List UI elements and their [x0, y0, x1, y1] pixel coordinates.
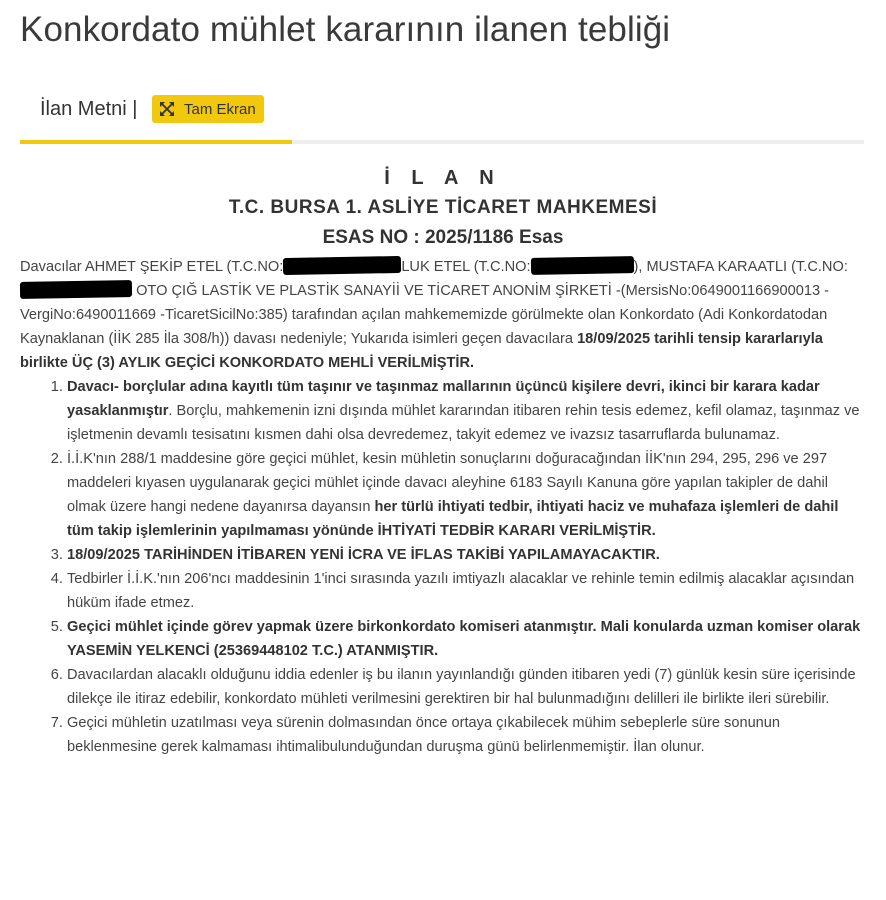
redaction-bar [530, 256, 633, 275]
item-4-text: Tedbirler İ.İ.K.'nın 206'ncı maddesinin 1'inci sırasında yazılı imtiyazlı alacaklar ve rehinle temin edilmiş alacaklar açısından hüküm ifade etmez. [67, 571, 855, 611]
item-6-text: Davacılardan alacaklı olduğunu iddia edenler iş bu ilanın yayınlandığı günden itibaren yedi (7) günlük kesin süre içerisinde dilekçe ile itiraz edebilir, konkordato mühleti verilmesini gerektiren bir hal bulunmadığını delilleri ile birlikte ileri sürebilir. [67, 667, 856, 707]
item-3-bold: 18/09/2025 TARİHİNDEN İTİBAREN YENİ İCRA VE İFLAS TAKİBİ YAPILAMAYACAKTIR. [67, 547, 660, 563]
item-1-bold: Davacı- borçlular adına kayıtlı tüm taşınır ve taşınmaz mallarının üçüncü kişilere devri, ikinci bir karara kadar yasaklanmıştır [67, 379, 820, 419]
fullscreen-label: Tam Ekran [184, 100, 256, 118]
list-item [67, 375, 866, 447]
tab-ilan-metni[interactable] [20, 90, 292, 144]
court-name: T.C. BURSA 1. ASLİYE TİCARET MAHKEMESİ [228, 197, 658, 218]
notice-body [20, 163, 866, 759]
notice-heading: İ L A N [384, 167, 502, 189]
list-item [67, 711, 866, 759]
list-item [67, 615, 866, 663]
redaction-bar [20, 280, 132, 299]
tab-label: İlan Metni | [40, 98, 138, 120]
intro-text-3: ), MUSTAFA KARAATLI (T.C.NO: [633, 259, 848, 275]
intro-bold: 18/09/2025 tarihli tensip kararlarıyla birlikte ÜÇ (3) AYLIK GEÇİCİ KONKORDATO MEHLİ VERİLMİŞTİR. [20, 331, 823, 371]
list-item [67, 663, 866, 711]
redaction-bar [283, 256, 401, 275]
item-5-bold: Geçici mühlet içinde görev yapmak üzere birkonkordato komiseri atanmıştır. Mali konularda uzman komiser olarak YASEMİN YELKENCİ (25369448102 T.C.) ATANMIŞTIR. [67, 619, 861, 659]
item-7-text: Geçici mühletin uzatılması veya sürenin dolmasından önce ortaya çıkabilecek mühim sebeplerle süre sonunun beklenmesine gerek kalmaması ihtimalibulunduğundan duruşma günü belirlenmemiştir. İlan olunur. [67, 715, 781, 755]
intro-text-4: OTO ÇIĞ LASTİK VE PLASTİK SANAYİİ VE TİCARET ANONİM ŞİRKETİ -(MersisNo:0649001166900013 - VergiNo:6490011669 -TicaretSicilNo:385) tarafından açılan mahkememizde görülmekte olan Konkordato (Adi Konkordatodan Kaynaklanan (İİK 285 İla 308/h)) davası nedeniyle; Yukarıda isimleri geçen davacılara [20, 283, 829, 347]
case-number: ESAS NO : 2025/1186 Esas [322, 227, 564, 248]
intro-text-1: Davacılar AHMET ŞEKİP ETEL (T.C.NO: [20, 259, 284, 275]
tab-bar [20, 90, 864, 144]
intro-paragraph [20, 255, 866, 375]
item-2-text: İ.İ.K'nın 288/1 maddesine göre geçici mühlet, kesin mühletin sonuçlarını doğuracağından İİK'nın 294, 295, 296 ve 297 maddeleri kıyasen uygulanarak geçici mühlet içinde davacı aleyhine 6183 Sayılı Kanuna göre yapılan takipler de dahil olmak üzere hangi nedene dayanırsa dayansın [67, 451, 828, 515]
list-item [67, 567, 866, 615]
item-1-text: . Borçlu, mahkemenin izni dışında mühlet kararından itibaren rehin tesis edemez, kefil olamaz, taşınmaz ve işletmenin devamlı tesisatını kısmen dahi olsa devredemez, takyit edemez ve ivazsız tasarruflarda bulunamaz. [67, 403, 860, 443]
list-item [67, 447, 866, 543]
item-2-bold: her türlü ihtiyati tedbir, ihtiyati haciz ve muhafaza işlemleri de dahil tüm takip işlemlerinin yapılmaması yönünde İHTİYATİ TEDBİR KARARI VERİLMİŞTİR. [67, 499, 839, 539]
intro-text-2: LUK ETEL (T.C.NO: [401, 259, 531, 275]
fullscreen-button[interactable] [152, 95, 264, 123]
page-title: Konkordato mühlet kararının ilanen tebliği [20, 10, 671, 49]
decision-list [20, 375, 866, 759]
list-item [67, 543, 866, 567]
expand-arrows-icon [160, 102, 174, 116]
